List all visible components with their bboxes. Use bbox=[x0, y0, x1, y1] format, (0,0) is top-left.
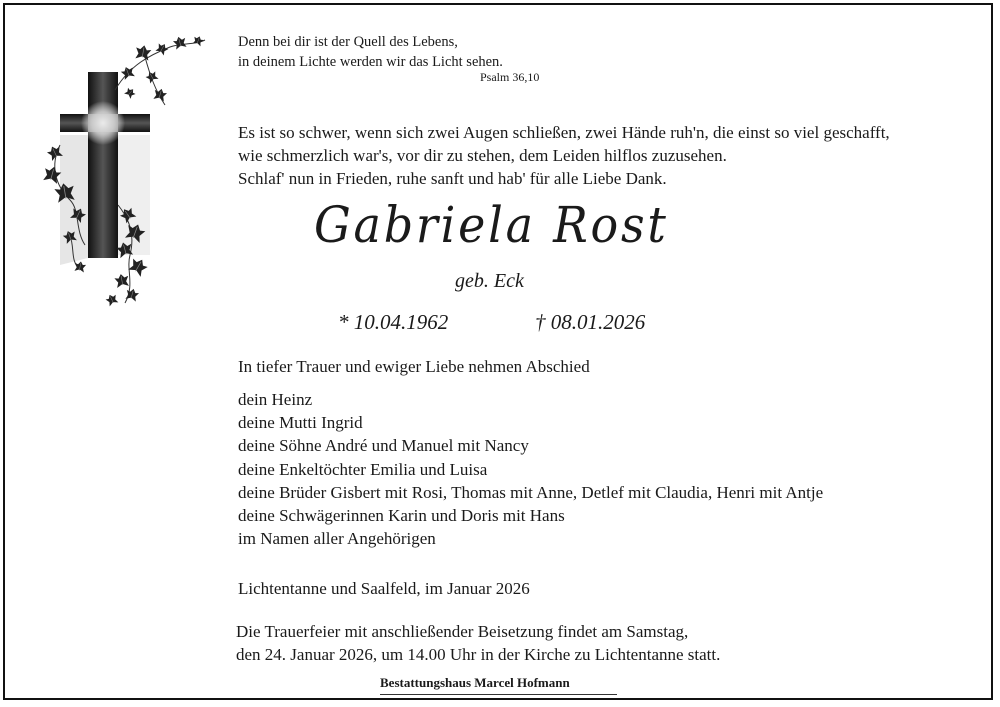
mourner-item: dein Heinz bbox=[238, 390, 313, 409]
mourner-item: deine Brüder Gisbert mit Rosi, Thomas mit Anne, Detlef mit Claudia, Henri mit Antje bbox=[238, 482, 824, 502]
mourners-list bbox=[238, 388, 823, 550]
poem-line-1: Es ist so schwer, wenn sich zwei Augen schließen, zwei Hände ruh'n, die einst so viel geschafft, bbox=[238, 123, 890, 142]
mourner-item: deine Schwägerinnen Karin und Doris mit Hans bbox=[238, 506, 565, 526]
undertaker-name: Bestattungshaus Marcel Hofmann bbox=[380, 675, 570, 690]
verse-reference: Psalm 36,10 bbox=[480, 70, 540, 84]
birth-date: * 10.04.1962 bbox=[338, 310, 449, 334]
cross-with-ivy-icon bbox=[40, 35, 220, 315]
poem-line-2: wie schmerzlich war's, vor dir zu stehen, dem Leiden hilflos zuzusehen. bbox=[238, 146, 727, 165]
deceased-name: Gabriela Rost bbox=[314, 196, 669, 254]
service-line-1: Die Trauerfeier mit anschließender Beisetzung findet am Samstag, bbox=[236, 622, 689, 641]
maiden-name: geb. Eck bbox=[455, 270, 524, 292]
mourner-item: deine Söhne André und Manuel mit Nancy bbox=[238, 436, 529, 456]
mourner-item: deine Mutti Ingrid bbox=[238, 413, 363, 433]
death-date: † 08.01.2026 bbox=[535, 310, 646, 334]
poem-line-3: Schlaf' nun in Frieden, ruhe sanft und hab' für alle Liebe Dank. bbox=[238, 169, 667, 188]
verse-line-2: in deinem Lichte werden wir das Licht sehen. bbox=[238, 54, 503, 70]
farewell-text: In tiefer Trauer und ewiger Liebe nehmen Abschied bbox=[238, 357, 590, 376]
place-and-date: Lichtentanne und Saalfeld, im Januar 2026 bbox=[238, 579, 530, 598]
mourner-item: im Namen aller Angehörigen bbox=[238, 529, 436, 549]
verse-line-1: Denn bei dir ist der Quell des Lebens, bbox=[238, 34, 458, 50]
mourner-item: deine Enkeltöchter Emilia und Luisa bbox=[238, 459, 488, 479]
undertaker-underline bbox=[380, 694, 617, 695]
service-line-2: den 24. Januar 2026, um 14.00 Uhr in der Kirche zu Lichtentanne statt. bbox=[236, 645, 721, 664]
